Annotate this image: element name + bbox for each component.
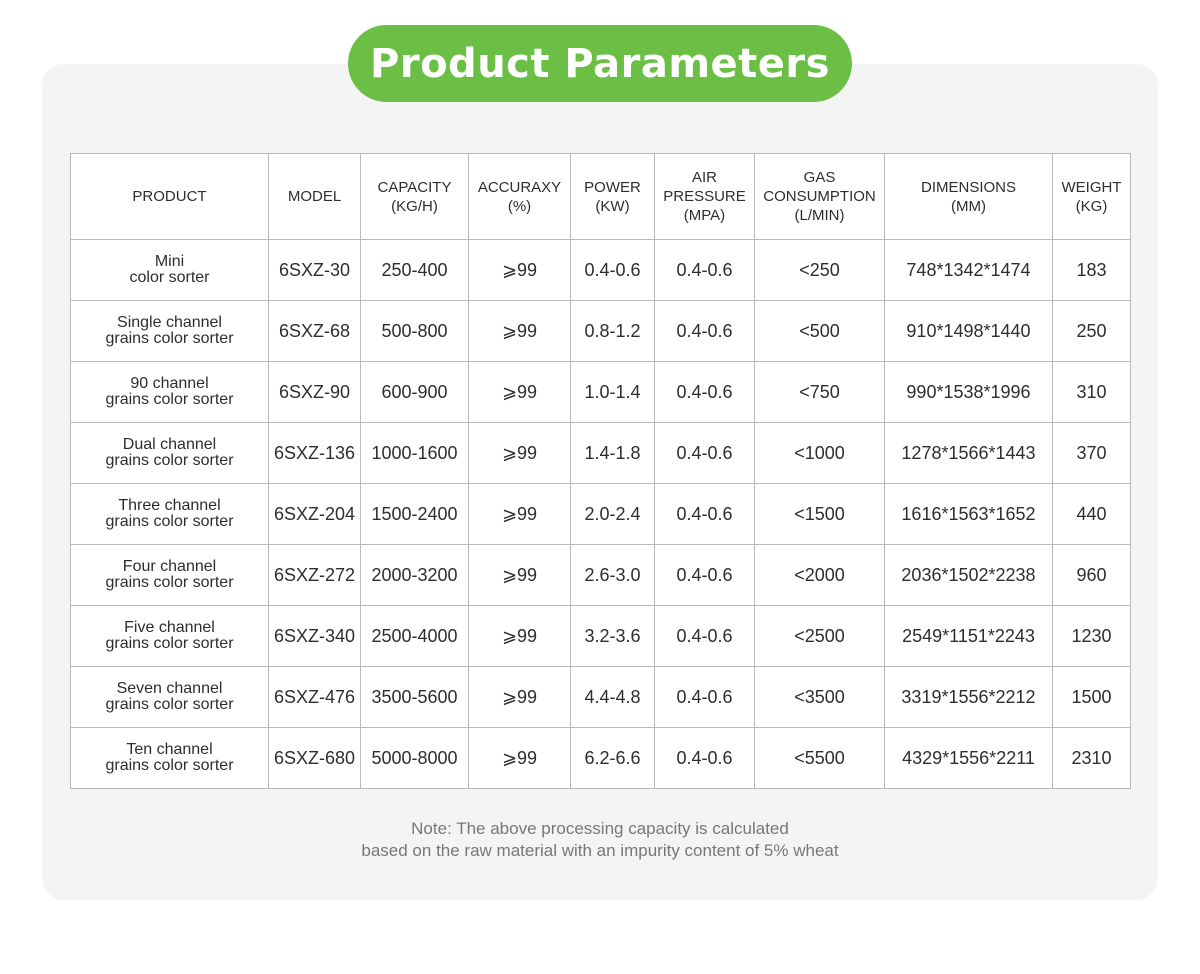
model-cell: 6SXZ-30 (269, 240, 361, 301)
table-row (71, 667, 1131, 728)
accuracy-cell: ⩾99 (469, 606, 571, 667)
product-name-line: grains color sorter (105, 513, 234, 530)
gas-consumption-cell: <750 (755, 362, 885, 423)
dimensions-cell: 748*1342*1474 (885, 240, 1053, 301)
dimensions-cell: 4329*1556*2211 (885, 728, 1053, 789)
column-header-line: (KG) (1075, 197, 1108, 215)
product-name-line: grains color sorter (105, 635, 234, 652)
dimensions-cell: 1616*1563*1652 (885, 484, 1053, 545)
product-cell (71, 545, 269, 606)
table-row (71, 484, 1131, 545)
accuracy-cell: ⩾99 (469, 301, 571, 362)
capacity-cell: 1000-1600 (361, 423, 469, 484)
table-header-row (71, 154, 1131, 240)
air-pressure-cell: 0.4-0.6 (655, 423, 755, 484)
model-cell: 6SXZ-204 (269, 484, 361, 545)
model-cell: 6SXZ-340 (269, 606, 361, 667)
product-name-line: grains color sorter (105, 391, 234, 408)
gas-consumption-cell: <2000 (755, 545, 885, 606)
capacity-cell: 2000-3200 (361, 545, 469, 606)
column-header-line: DIMENSIONS (920, 178, 1016, 196)
column-header-line: WEIGHT (1061, 178, 1122, 196)
footnote (0, 818, 1200, 862)
product-name-line: grains color sorter (105, 696, 234, 713)
weight-cell: 2310 (1053, 728, 1131, 789)
parameters-table (70, 153, 1131, 789)
product-name-line: Ten channel (126, 741, 213, 758)
column-header-capacity (361, 154, 469, 240)
accuracy-cell: ⩾99 (469, 423, 571, 484)
column-header-line: PRODUCT (132, 188, 207, 205)
model-cell: 6SXZ-680 (269, 728, 361, 789)
dimensions-cell: 910*1498*1440 (885, 301, 1053, 362)
dimensions-cell: 2549*1151*2243 (885, 606, 1053, 667)
air-pressure-cell: 0.4-0.6 (655, 606, 755, 667)
page-title: Product Parameters (348, 25, 852, 102)
model-cell: 6SXZ-90 (269, 362, 361, 423)
product-name-line: color sorter (129, 269, 210, 286)
table-row (71, 301, 1131, 362)
product-cell (71, 667, 269, 728)
product-name-line: Mini (154, 253, 185, 270)
weight-cell: 1500 (1053, 667, 1131, 728)
product-cell (71, 484, 269, 545)
gas-consumption-cell: <3500 (755, 667, 885, 728)
accuracy-cell: ⩾99 (469, 362, 571, 423)
model-cell: 6SXZ-272 (269, 545, 361, 606)
table-row (71, 606, 1131, 667)
dimensions-cell: 2036*1502*2238 (885, 545, 1053, 606)
dimensions-cell: 3319*1556*2212 (885, 667, 1053, 728)
air-pressure-cell: 0.4-0.6 (655, 545, 755, 606)
capacity-cell: 2500-4000 (361, 606, 469, 667)
column-header-line: (%) (507, 197, 532, 215)
capacity-cell: 3500-5600 (361, 667, 469, 728)
power-cell: 3.2-3.6 (571, 606, 655, 667)
air-pressure-cell: 0.4-0.6 (655, 362, 755, 423)
weight-cell: 310 (1053, 362, 1131, 423)
accuracy-cell: ⩾99 (469, 484, 571, 545)
dimensions-cell: 990*1538*1996 (885, 362, 1053, 423)
table-body (71, 240, 1131, 789)
column-header-dimensions (885, 154, 1053, 240)
product-name-line: 90 channel (130, 375, 209, 392)
accuracy-cell: ⩾99 (469, 667, 571, 728)
product-cell (71, 301, 269, 362)
column-header-line: (KG/H) (391, 197, 438, 215)
air-pressure-cell: 0.4-0.6 (655, 240, 755, 301)
accuracy-cell: ⩾99 (469, 728, 571, 789)
air-pressure-cell: 0.4-0.6 (655, 667, 755, 728)
power-cell: 0.8-1.2 (571, 301, 655, 362)
capacity-cell: 250-400 (361, 240, 469, 301)
column-header-gas-consumption (755, 154, 885, 240)
weight-cell: 440 (1053, 484, 1131, 545)
air-pressure-cell: 0.4-0.6 (655, 728, 755, 789)
power-cell: 1.0-1.4 (571, 362, 655, 423)
air-pressure-cell: 0.4-0.6 (655, 484, 755, 545)
product-cell (71, 362, 269, 423)
column-header-line: CAPACITY (377, 178, 452, 196)
capacity-cell: 500-800 (361, 301, 469, 362)
table-row (71, 545, 1131, 606)
product-name-line: Dual channel (122, 436, 217, 453)
column-header-line: CONSUMPTION (763, 188, 876, 205)
model-cell: 6SXZ-68 (269, 301, 361, 362)
power-cell: 2.6-3.0 (571, 545, 655, 606)
power-cell: 0.4-0.6 (571, 240, 655, 301)
column-header-line: AIR (691, 169, 717, 186)
product-cell (71, 423, 269, 484)
product-name-line: Single channel (117, 314, 222, 331)
power-cell: 1.4-1.8 (571, 423, 655, 484)
capacity-cell: 600-900 (361, 362, 469, 423)
product-name-line: Five channel (124, 619, 215, 636)
gas-consumption-cell: <500 (755, 301, 885, 362)
capacity-cell: 5000-8000 (361, 728, 469, 789)
gas-consumption-cell: <250 (755, 240, 885, 301)
column-header-weight (1053, 154, 1131, 240)
product-cell (71, 240, 269, 301)
power-cell: 2.0-2.4 (571, 484, 655, 545)
product-name-line: Four channel (122, 558, 217, 575)
weight-cell: 1230 (1053, 606, 1131, 667)
table-row (71, 240, 1131, 301)
footnote-line-2: based on the raw material with an impurity content of 5% wheat (361, 841, 839, 860)
column-header-line: (L/MIN) (794, 207, 845, 224)
product-name-line: grains color sorter (105, 757, 234, 774)
model-cell: 6SXZ-476 (269, 667, 361, 728)
column-header-line: MODEL (287, 188, 342, 205)
column-header-line: (KW) (595, 197, 630, 215)
gas-consumption-cell: <1500 (755, 484, 885, 545)
column-header-line: ACCURAXY (477, 178, 562, 196)
weight-cell: 370 (1053, 423, 1131, 484)
dimensions-cell: 1278*1566*1443 (885, 423, 1053, 484)
product-name-line: grains color sorter (105, 330, 234, 347)
gas-consumption-cell: <2500 (755, 606, 885, 667)
column-header-product (71, 154, 269, 240)
product-cell (71, 606, 269, 667)
column-header-line: (MPA) (683, 207, 726, 224)
product-name-line: grains color sorter (105, 574, 234, 591)
product-cell (71, 728, 269, 789)
table-row (71, 362, 1131, 423)
column-header-line: (MM) (951, 197, 986, 215)
column-header-model (269, 154, 361, 240)
column-header-power (571, 154, 655, 240)
footnote-line-1: Note: The above processing capacity is calculated (411, 819, 789, 838)
gas-consumption-cell: <1000 (755, 423, 885, 484)
column-header-line: PRESSURE (663, 188, 746, 205)
column-header-accuracy (469, 154, 571, 240)
air-pressure-cell: 0.4-0.6 (655, 301, 755, 362)
accuracy-cell: ⩾99 (469, 545, 571, 606)
product-name-line: Three channel (118, 497, 221, 514)
table-row (71, 423, 1131, 484)
capacity-cell: 1500-2400 (361, 484, 469, 545)
model-cell: 6SXZ-136 (269, 423, 361, 484)
column-header-air-pressure (655, 154, 755, 240)
product-name-line: Seven channel (116, 680, 223, 697)
product-name-line: grains color sorter (105, 452, 234, 469)
column-header-line: GAS (803, 169, 836, 186)
table-row (71, 728, 1131, 789)
weight-cell: 183 (1053, 240, 1131, 301)
weight-cell: 250 (1053, 301, 1131, 362)
weight-cell: 960 (1053, 545, 1131, 606)
gas-consumption-cell: <5500 (755, 728, 885, 789)
power-cell: 6.2-6.6 (571, 728, 655, 789)
accuracy-cell: ⩾99 (469, 240, 571, 301)
column-header-line: POWER (584, 178, 641, 196)
power-cell: 4.4-4.8 (571, 667, 655, 728)
